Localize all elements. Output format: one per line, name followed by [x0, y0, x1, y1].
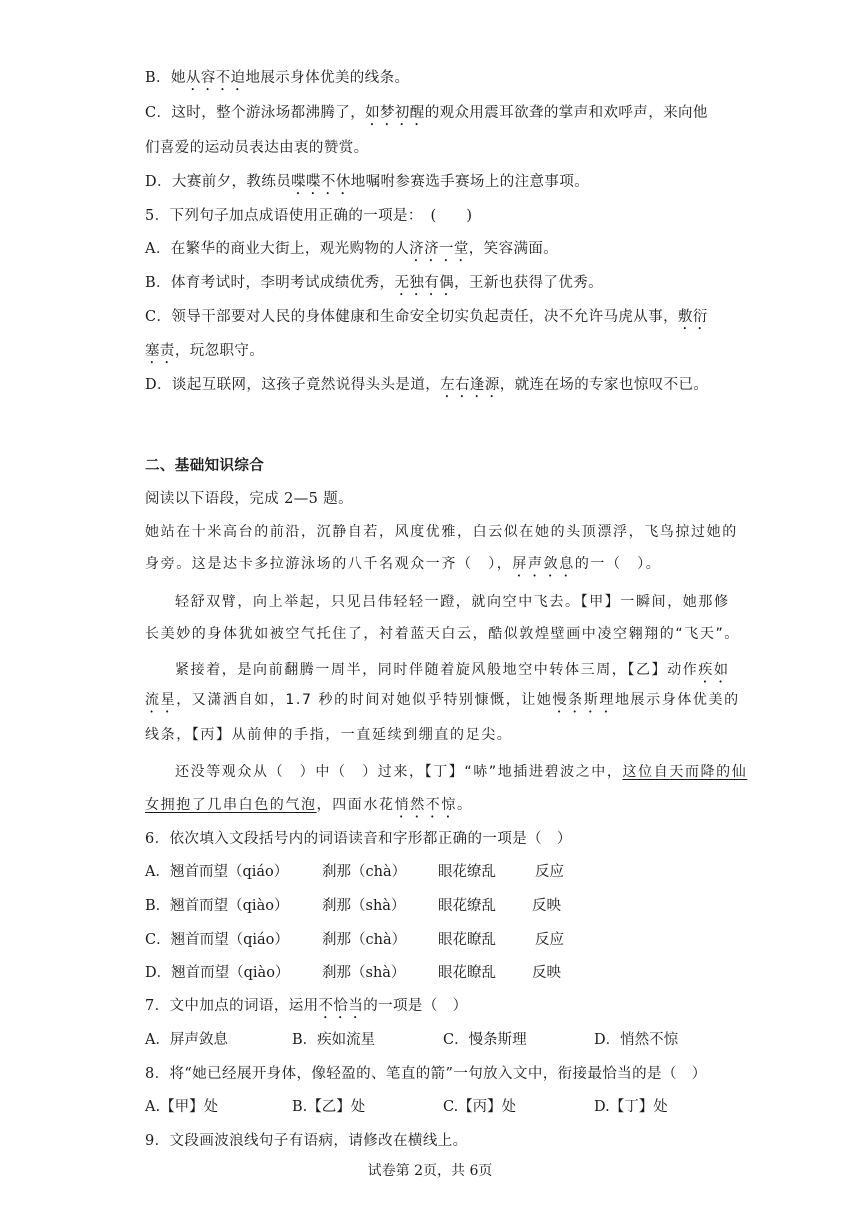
- q7-option-c: C．慢条斯理: [443, 1032, 527, 1048]
- q7-stem: 7．文中加点的词语，运用不恰当的一项是（ ）: [145, 998, 468, 1014]
- q4-option-b: B．她从容不迫地展示身体优美的线条。: [145, 70, 410, 86]
- q7-option-d: D．悄然不惊: [594, 1032, 679, 1048]
- q4-option-c-cont: 们喜爱的运动员表达由衷的赞赏。: [145, 140, 369, 156]
- q7-option-b: B．疾如流星: [292, 1032, 376, 1048]
- passage-p4-line2: 女拥抱了几串白色的气泡，四面水花悄然不惊。: [145, 797, 473, 813]
- page-footer: 试卷第 2页，共 6页: [367, 1163, 493, 1179]
- q6-option-a-col4: 反应: [535, 864, 564, 880]
- q5-stem: 5．下列句子加点成语使用正确的一项是： ( ): [145, 208, 473, 224]
- q8-stem: 8．将“她已经展开身体，像轻盈的、笔直的箭”一句放入文中，衔接最恰当的是（ ）: [145, 1066, 707, 1082]
- q6-option-d-col4: 反映: [532, 965, 561, 981]
- q6-option-c-col1: C．翘首而望（qiáo）: [145, 932, 289, 948]
- section-title: 二、基础知识综合: [145, 458, 265, 474]
- wavy-sentence: 这位自天而降的仙: [622, 764, 748, 780]
- passage-p2-line2: 长美妙的身体犹如被空气托住了，衬着蓝天白云，酷似敦煌壁画中凌空翱翔的“飞天”。: [145, 626, 740, 642]
- q6-option-b-col3: 眼花缭乱: [438, 898, 496, 914]
- q5-option-c: C．领导干部要对人民的身体健康和生命安全切实负起责任，决不允许马虎从事，敷衍: [145, 309, 708, 325]
- q8-option-c: C.【丙】处: [443, 1099, 517, 1115]
- passage-p1-line1: 她站在十米高台的前沿，沉静自若，风度优雅，白云似在她的头顶漂浮，飞鸟掠过她的: [145, 524, 738, 540]
- q8-option-d: D.【丁】处: [594, 1099, 668, 1115]
- q6-stem: 6．依次填入文段括号内的词语读音和字形都正确的一项是（ ）: [145, 831, 572, 847]
- q6-option-c-col4: 反应: [535, 932, 564, 948]
- q6-option-d-col1: D．翘首而望（qiào）: [145, 965, 290, 981]
- passage-p4-line1: 还没等观众从（ ）中（ ）过来，【丁】“哧”地插进碧波之中，这位自天而降的仙: [175, 764, 748, 780]
- q6-option-b-col1: B．翘首而望（qiào）: [145, 898, 289, 914]
- q5-option-a: A．在繁华的商业大街上，观光购物的人济济一堂，笑容满面。: [145, 241, 559, 257]
- q7-option-a: A．屏声敛息: [145, 1032, 228, 1048]
- q6-option-a-col1: A．翘首而望（qiáo）: [145, 864, 289, 880]
- passage-p3-line3: 线条，【丙】从前伸的手指，一直延续到绷直的足尖。: [145, 727, 513, 743]
- q8-option-b: B.【乙】处: [292, 1099, 366, 1115]
- q6-option-b-col4: 反映: [532, 898, 561, 914]
- section-intro: 阅读以下语段，完成 2—5 题。: [145, 491, 354, 507]
- q9-stem: 9．文段画波浪线句子有语病，请修改在横线上。: [145, 1133, 468, 1149]
- q6-option-d-col3: 眼花瞭乱: [438, 965, 496, 981]
- q4-option-d: D．大赛前夕，教练员喋喋不休地嘱咐参赛选手赛场上的注意事项。: [145, 174, 590, 190]
- q5-option-d: D．谈起互联网，这孩子竟然说得头头是道，左右逢源，就连在场的专家也惊叹不已。: [145, 377, 709, 393]
- q5-option-c-cont: 塞责，玩忽职守。: [145, 343, 265, 359]
- passage-p1-line2: 身旁。这是达卡多拉游泳场的八千名观众一齐（ ），屏声敛息的一（ ）。: [145, 556, 662, 572]
- passage-p2-line1: 轻舒双臂，向上举起，只见吕伟轻轻一蹬，就向空中飞去。【甲】一瞬间，她那修: [175, 594, 730, 610]
- q6-option-c-col3: 眼花瞭乱: [438, 932, 496, 948]
- passage-p3-line2: 流星，又潇洒自如，1.7 秒的时间对她似乎特别慷慨，让她慢条斯理地展示身体优美的: [145, 692, 740, 708]
- passage-p3-line1: 紧接着，是向前翻腾一周半，同时伴随着旋风般地空中转体三周，【乙】动作疾如: [175, 662, 730, 678]
- q6-option-b-col2: 刹那（shà）: [322, 898, 406, 914]
- q4-option-c: C．这时，整个游泳场都沸腾了，如梦初醒的观众用震耳欲聋的掌声和欢呼声，来向他: [145, 105, 708, 121]
- q6-option-c-col2: 刹那（chà）: [322, 932, 407, 948]
- q6-option-a-col3: 眼花缭乱: [438, 864, 496, 880]
- wavy-sentence-cont: 女拥抱了几串白色的气泡: [145, 797, 317, 813]
- q6-option-a-col2: 刹那（chà）: [322, 864, 407, 880]
- q6-option-d-col2: 刹那（shà）: [322, 965, 406, 981]
- q8-option-a: A.【甲】处: [145, 1099, 219, 1115]
- q5-option-b: B．体育考试时，李明考试成绩优秀，无独有偶，王新也获得了优秀。: [145, 275, 604, 291]
